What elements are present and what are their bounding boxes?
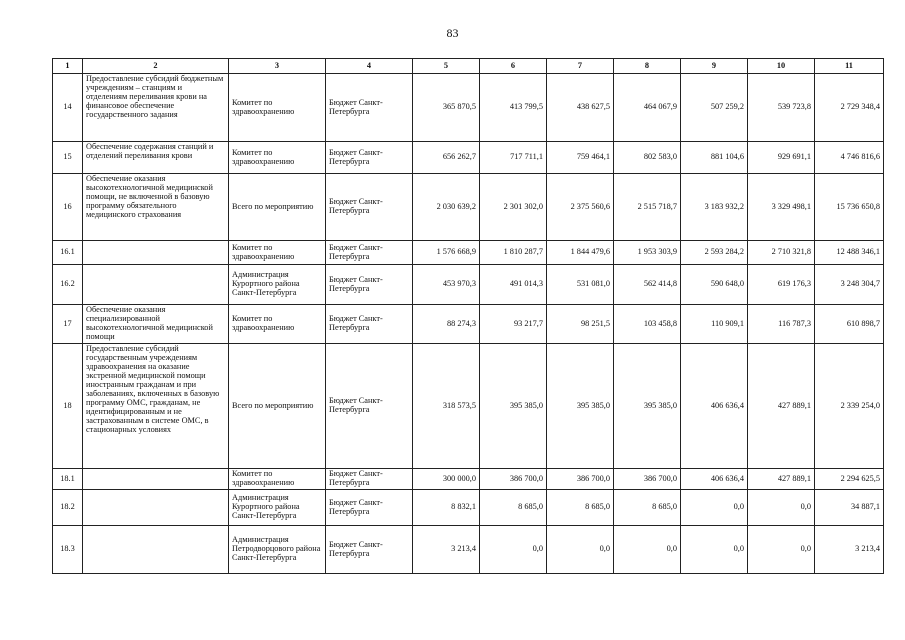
row-value: 1 844 479,6 — [547, 241, 614, 265]
row-value: 0,0 — [547, 526, 614, 574]
row-value: 656 262,7 — [413, 142, 480, 174]
row-value: 590 648,0 — [681, 265, 748, 305]
col-header: 9 — [681, 59, 748, 74]
row-value: 1 576 668,9 — [413, 241, 480, 265]
row-value: 413 799,5 — [480, 74, 547, 142]
row-value: 610 898,7 — [815, 305, 884, 344]
col-header: 7 — [547, 59, 614, 74]
row-description — [83, 241, 229, 265]
col-header: 11 — [815, 59, 884, 74]
row-value: 406 636,4 — [681, 469, 748, 490]
row-organization: Комитет по здравоохранению — [229, 74, 326, 142]
row-description — [83, 265, 229, 305]
row-value: 2 515 718,7 — [614, 174, 681, 241]
row-value: 929 691,1 — [748, 142, 815, 174]
row-organization: Комитет по здравоохранению — [229, 241, 326, 265]
row-value: 2 339 254,0 — [815, 344, 884, 469]
row-organization: Комитет по здравоохранению — [229, 305, 326, 344]
row-value: 802 583,0 — [614, 142, 681, 174]
col-header: 5 — [413, 59, 480, 74]
table-row — [53, 344, 884, 469]
row-value: 103 458,8 — [614, 305, 681, 344]
row-value: 0,0 — [748, 490, 815, 526]
row-number: 16.2 — [53, 265, 83, 305]
row-value: 2 301 302,0 — [480, 174, 547, 241]
row-value: 0,0 — [681, 526, 748, 574]
row-value: 2 593 284,2 — [681, 241, 748, 265]
row-value: 3 183 932,2 — [681, 174, 748, 241]
row-source: Бюджет Санкт-Петербурга — [326, 469, 413, 490]
row-value: 0,0 — [614, 526, 681, 574]
row-value: 365 870,5 — [413, 74, 480, 142]
row-value: 12 488 346,1 — [815, 241, 884, 265]
row-description: Обеспечение оказания высокотехнологичной медицинской помощи, не включенной в базовую программу обязательного медицинского страхования — [83, 174, 229, 241]
row-value: 491 014,3 — [480, 265, 547, 305]
col-header: 10 — [748, 59, 815, 74]
col-header: 8 — [614, 59, 681, 74]
row-value: 717 711,1 — [480, 142, 547, 174]
row-value: 427 889,1 — [748, 469, 815, 490]
table-row — [53, 142, 884, 174]
row-number: 18.3 — [53, 526, 83, 574]
row-value: 0,0 — [681, 490, 748, 526]
row-value: 438 627,5 — [547, 74, 614, 142]
row-value: 318 573,5 — [413, 344, 480, 469]
row-value: 2 030 639,2 — [413, 174, 480, 241]
table-row — [53, 469, 884, 490]
row-organization: Комитет по здравоохранению — [229, 142, 326, 174]
table-row — [53, 526, 884, 574]
row-source: Бюджет Санкт-Петербурга — [326, 526, 413, 574]
row-value: 759 464,1 — [547, 142, 614, 174]
row-value: 2 294 625,5 — [815, 469, 884, 490]
col-header: 2 — [83, 59, 229, 74]
row-value: 116 787,3 — [748, 305, 815, 344]
row-source: Бюджет Санкт-Петербурга — [326, 344, 413, 469]
row-number: 16 — [53, 174, 83, 241]
row-source: Бюджет Санкт-Петербурга — [326, 74, 413, 142]
row-description: Предоставление субсидий бюджетным учреждениям – станциям и отделениям переливания крови на финансовое обеспечение государственного задания — [83, 74, 229, 142]
row-source: Бюджет Санкт-Петербурга — [326, 490, 413, 526]
row-source: Бюджет Санкт-Петербурга — [326, 265, 413, 305]
row-value: 562 414,8 — [614, 265, 681, 305]
row-value: 4 746 816,6 — [815, 142, 884, 174]
table-row — [53, 74, 884, 142]
row-description: Обеспечение содержания станций и отделений переливания крови — [83, 142, 229, 174]
header-row — [53, 59, 884, 74]
row-value: 406 636,4 — [681, 344, 748, 469]
col-header: 4 — [326, 59, 413, 74]
row-value: 8 832,1 — [413, 490, 480, 526]
row-value: 395 385,0 — [547, 344, 614, 469]
table-row — [53, 490, 884, 526]
page-number: 83 — [446, 26, 459, 40]
row-source: Бюджет Санкт-Петербурга — [326, 305, 413, 344]
row-value: 15 736 650,8 — [815, 174, 884, 241]
col-header: 1 — [53, 59, 83, 74]
row-value: 300 000,0 — [413, 469, 480, 490]
row-number: 17 — [53, 305, 83, 344]
row-source: Бюджет Санкт-Петербурга — [326, 142, 413, 174]
table-row — [53, 305, 884, 344]
row-value: 8 685,0 — [614, 490, 681, 526]
row-organization: Администрация Петродворцового района Санкт-Петербурга — [229, 526, 326, 574]
row-number: 16.1 — [53, 241, 83, 265]
row-value: 2 710 321,8 — [748, 241, 815, 265]
row-value: 110 909,1 — [681, 305, 748, 344]
row-value: 34 887,1 — [815, 490, 884, 526]
row-value: 539 723,8 — [748, 74, 815, 142]
row-value: 453 970,3 — [413, 265, 480, 305]
row-number: 14 — [53, 74, 83, 142]
row-organization: Всего по мероприятию — [229, 344, 326, 469]
row-organization: Комитет по здравоохранению — [229, 469, 326, 490]
row-number: 18 — [53, 344, 83, 469]
table-row — [53, 241, 884, 265]
row-source: Бюджет Санкт-Петербурга — [326, 241, 413, 265]
table-row — [53, 174, 884, 241]
row-description — [83, 469, 229, 490]
row-value: 881 104,6 — [681, 142, 748, 174]
row-value: 427 889,1 — [748, 344, 815, 469]
row-description: Предоставление субсидий государственным учреждениям здравоохранения на оказание экстренной медицинской помощи иностранным гражданам и при заболеваниях, включенных в базовую программу ОМС, гражданам, не идентифицированным и не застрахованным в системе ОМС, в стационарных условиях — [83, 344, 229, 469]
row-value: 3 213,4 — [413, 526, 480, 574]
row-value: 0,0 — [748, 526, 815, 574]
row-organization: Администрация Курортного района Санкт-Петербурга — [229, 490, 326, 526]
row-value: 395 385,0 — [480, 344, 547, 469]
row-value: 464 067,9 — [614, 74, 681, 142]
row-value: 531 081,0 — [547, 265, 614, 305]
row-description — [83, 526, 229, 574]
row-value: 8 685,0 — [480, 490, 547, 526]
row-value: 3 248 304,7 — [815, 265, 884, 305]
row-number: 18.1 — [53, 469, 83, 490]
row-value: 1 953 303,9 — [614, 241, 681, 265]
row-value: 88 274,3 — [413, 305, 480, 344]
row-organization: Администрация Курортного района Санкт-Петербурга — [229, 265, 326, 305]
col-header: 6 — [480, 59, 547, 74]
row-value: 386 700,0 — [614, 469, 681, 490]
row-number: 18.2 — [53, 490, 83, 526]
row-value: 3 213,4 — [815, 526, 884, 574]
row-value: 2 375 560,6 — [547, 174, 614, 241]
row-organization: Всего по мероприятию — [229, 174, 326, 241]
row-value: 93 217,7 — [480, 305, 547, 344]
row-value: 619 176,3 — [748, 265, 815, 305]
row-source: Бюджет Санкт-Петербурга — [326, 174, 413, 241]
budget-table — [52, 58, 884, 574]
row-description — [83, 490, 229, 526]
row-value: 98 251,5 — [547, 305, 614, 344]
col-header: 3 — [229, 59, 326, 74]
row-value: 386 700,0 — [547, 469, 614, 490]
row-number: 15 — [53, 142, 83, 174]
row-value: 386 700,0 — [480, 469, 547, 490]
table-row — [53, 265, 884, 305]
row-value: 395 385,0 — [614, 344, 681, 469]
row-value: 3 329 498,1 — [748, 174, 815, 241]
row-value: 507 259,2 — [681, 74, 748, 142]
row-value: 1 810 287,7 — [480, 241, 547, 265]
row-value: 8 685,0 — [547, 490, 614, 526]
row-value: 0,0 — [480, 526, 547, 574]
row-description: Обеспечение оказания специализированной высокотехнологичной медицинской помощи — [83, 305, 229, 344]
row-value: 2 729 348,4 — [815, 74, 884, 142]
